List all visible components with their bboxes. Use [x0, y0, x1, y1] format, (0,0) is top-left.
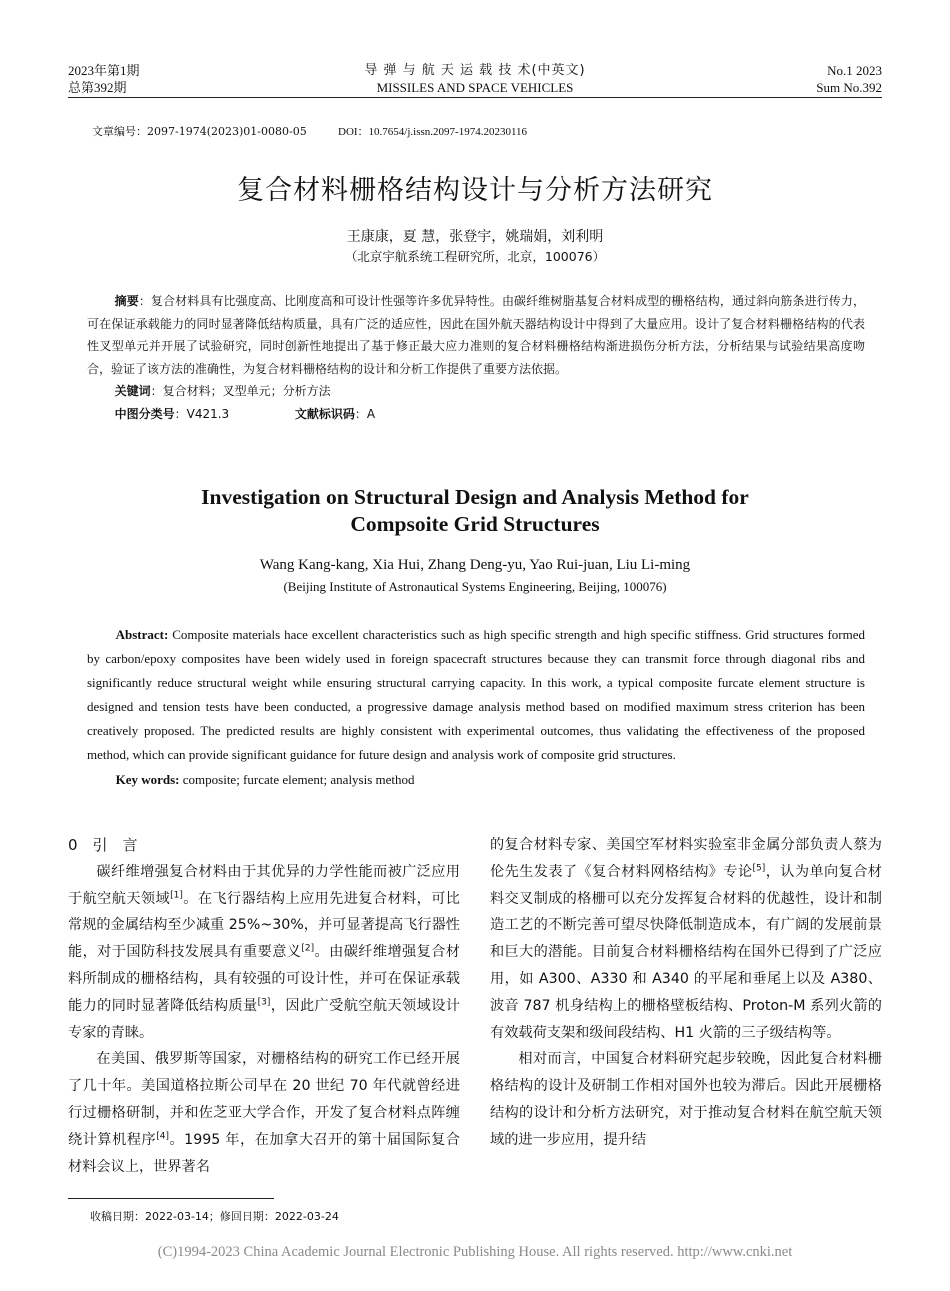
- doi-text: DOI：10.7654/j.issn.2097-1974.20230116: [338, 126, 528, 138]
- text-run: ，认为单向复合材料交叉制成的格栅可以充分发挥复合材料的优越性，设计和制造工艺的不断完善可望尽快降低制造成本，有广阔的发展前景和巨大的潜能。目前复合材料栅格结构在国外已得到了广泛应用，如 A300、A330 和 A340 的平尾和垂尾上以及 A380、波音 787 机身结构上的栅格壁板结构、Proton-M 系列火箭的有效载荷支架和级间段结构、H1 火箭的三子级结构等。: [490, 863, 882, 1041]
- affiliation-cn: （北京宇航系统工程研究所，北京，100076）: [344, 249, 606, 264]
- header-center: [0, 62, 950, 96]
- body-paragraph: [68, 1046, 460, 1180]
- keywords-cn: [87, 380, 865, 403]
- text-run: 。1995 年，在加拿大召开的第十届国际复合材料会议上，世界著名: [68, 1131, 460, 1175]
- abstract-en-text: Composite materials hace excellent characteristics such as high specific strength and high specific stiffness. Grid structures formed by carbon/epoxy composites have been widely used in foreign spacecraft structures because they can transmit force through diagonal ribs and significantly reduce structural weight while ensuring structural carrying capacity. In this work, a typical composite furcate element structure is designed and tension tests have been conducted, a progressive damage analysis method based on modified maximum stress criterion has been creatively proposed. The predicted results are highly consistent with experimental outcomes, thus validating the effectiveness of the proposed method, which can provide significant guidance for future design and analysis work of composite grid structures.: [87, 627, 865, 763]
- keywords-cn-text: ：复合材料；叉型单元；分析方法: [150, 384, 331, 399]
- title-en-line1: Investigation on Structural Design and Analysis Method for: [201, 485, 749, 509]
- citation-ref: [3]: [257, 997, 271, 1008]
- journal-name-cn: 导 弹 与 航 天 运 载 技 术(中英文): [364, 63, 586, 78]
- section-heading: 0 引 言: [68, 836, 138, 854]
- text-run: 。由碳纤维增强复合材料所制成的栅格结构，具有较强的可设计性，并可在保证承载能力的同时显著降低结构质量: [68, 944, 460, 1014]
- affiliation-en: (Beijing Institute of Astronautical Systems Engineering, Beijing, 100076): [283, 579, 667, 594]
- page-title-cn: 复合材料栅格结构设计与分析方法研究: [237, 175, 713, 206]
- article-number-text: 文章编号：2097-1974(2023)01-0080-05: [92, 125, 307, 138]
- abstract-en-label: Abstract:: [115, 627, 169, 642]
- text-run: 的复合材料专家、美国空军材料实验室非金属分部负责人蔡为伦先生发表了《复合材料网格结构》专论: [490, 837, 882, 880]
- sum-issue-cn: 总第392期: [68, 80, 127, 95]
- doc-code-label: 文献标识码: [294, 406, 355, 421]
- keywords-en-text: composite; furcate element; analysis method: [179, 771, 415, 787]
- keywords-cn-label: 关键词: [114, 384, 151, 399]
- issue-en: No.1 2023: [827, 63, 882, 78]
- issue-cn: 2023年第1期: [68, 63, 140, 78]
- abstract-en: [87, 623, 865, 792]
- sum-issue-en: Sum No.392: [816, 80, 882, 95]
- page-title-en: [0, 484, 950, 538]
- abstract-cn-text: ：复合材料具有比强度高、比刚度高和可设计性强等许多优异特性。由碳纤维树脂基复合材料成型的栅格结构，通过斜向筋条进行传力，可在保证承载能力的同时显著降低结构质量，具有广泛的适应性，因此在国外航天器结构设计中得到了大量应用。设计了复合材料栅格结构的代表性叉型单元并开展了试验研究，同时创新性地提出了基于修正最大应力准则的复合材料栅格结构渐进损伤分析方法，分析结果与试验结果高度吻合，验证了该方法的准确性，为复合材料栅格结构的设计和分析工作提供了重要方法依据。: [87, 294, 865, 376]
- journal-name-en: MISSILES AND SPACE VEHICLES: [376, 80, 574, 95]
- citation-ref: [2]: [301, 943, 315, 954]
- body-paragraph: [490, 832, 882, 1046]
- authors-cn: 王康康，夏 慧，张登宇，姚瑞娟，刘利明: [346, 229, 604, 245]
- citation-ref: [5]: [752, 863, 766, 874]
- citation-ref: [1]: [170, 889, 183, 900]
- classification-line: [87, 403, 865, 426]
- keywords-en: [87, 768, 865, 792]
- received-dates: 收稿日期：2022-03-14；修回日期：2022-03-24: [90, 1210, 339, 1223]
- abstract-cn-paragraph: [87, 290, 865, 380]
- clc-text: ：V421.3: [174, 406, 230, 421]
- citation-ref: [4]: [156, 1131, 169, 1142]
- footnote-rule: [68, 1198, 274, 1199]
- header-rule: [68, 97, 882, 98]
- clc-label: 中图分类号: [114, 406, 175, 421]
- abstract-cn-label: 摘要: [114, 294, 139, 308]
- abstract-en-paragraph: [87, 623, 865, 768]
- doi: [338, 123, 527, 139]
- body-paragraph: [68, 859, 460, 1047]
- text-run: 碳纤维增强复合材料由于其优异的力学性能而被广泛应用于航空航天领域: [68, 863, 460, 907]
- body-left-column: [68, 832, 460, 1180]
- text-run: 相对而言，中国复合材料研究起步较晚，因此复合材料栅格结构的设计及研制工作相对国外也较为滞后。因此开展栅格结构的设计和分析方法研究，对于推动复合材料在航空航天领域的进一步应用，提升结: [490, 1051, 882, 1148]
- text-run: ，因此广受航空航天领域设计专家的青睐。: [68, 997, 460, 1041]
- text-run: 。在飞行器结构上应用先进复合材料，可比常规的金属结构至少减重 25%~30%，并可显著提高飞行器性能，对于国防科技发展具有重要意义: [68, 890, 460, 961]
- keywords-en-label: Key words:: [115, 771, 180, 787]
- authors-en: Wang Kang-kang, Xia Hui, Zhang Deng-yu, Yao Rui-juan, Liu Li-ming: [259, 557, 691, 573]
- abstract-cn: [87, 290, 865, 426]
- copyright-watermark: (C)1994-2023 China Academic Journal Electronic Publishing House. All rights reserved. http://www.cnki.net: [157, 1244, 793, 1260]
- header-right: [816, 62, 882, 96]
- body-right-column: [490, 832, 882, 1154]
- body-paragraph: [490, 1046, 882, 1153]
- article-number: [92, 123, 307, 139]
- doc-code-text: ：A: [354, 406, 376, 421]
- text-run: 在美国、俄罗斯等国家，对栅格结构的研究工作已经开展了几十年。美国道格拉斯公司早在 20 世纪 70 年代就曾经进行过栅格研制，并和佐芝亚大学合作，开发了复合材料点阵缠绕计算机程序: [68, 1051, 460, 1148]
- title-en-line2: Compsoite Grid Structures: [350, 512, 600, 536]
